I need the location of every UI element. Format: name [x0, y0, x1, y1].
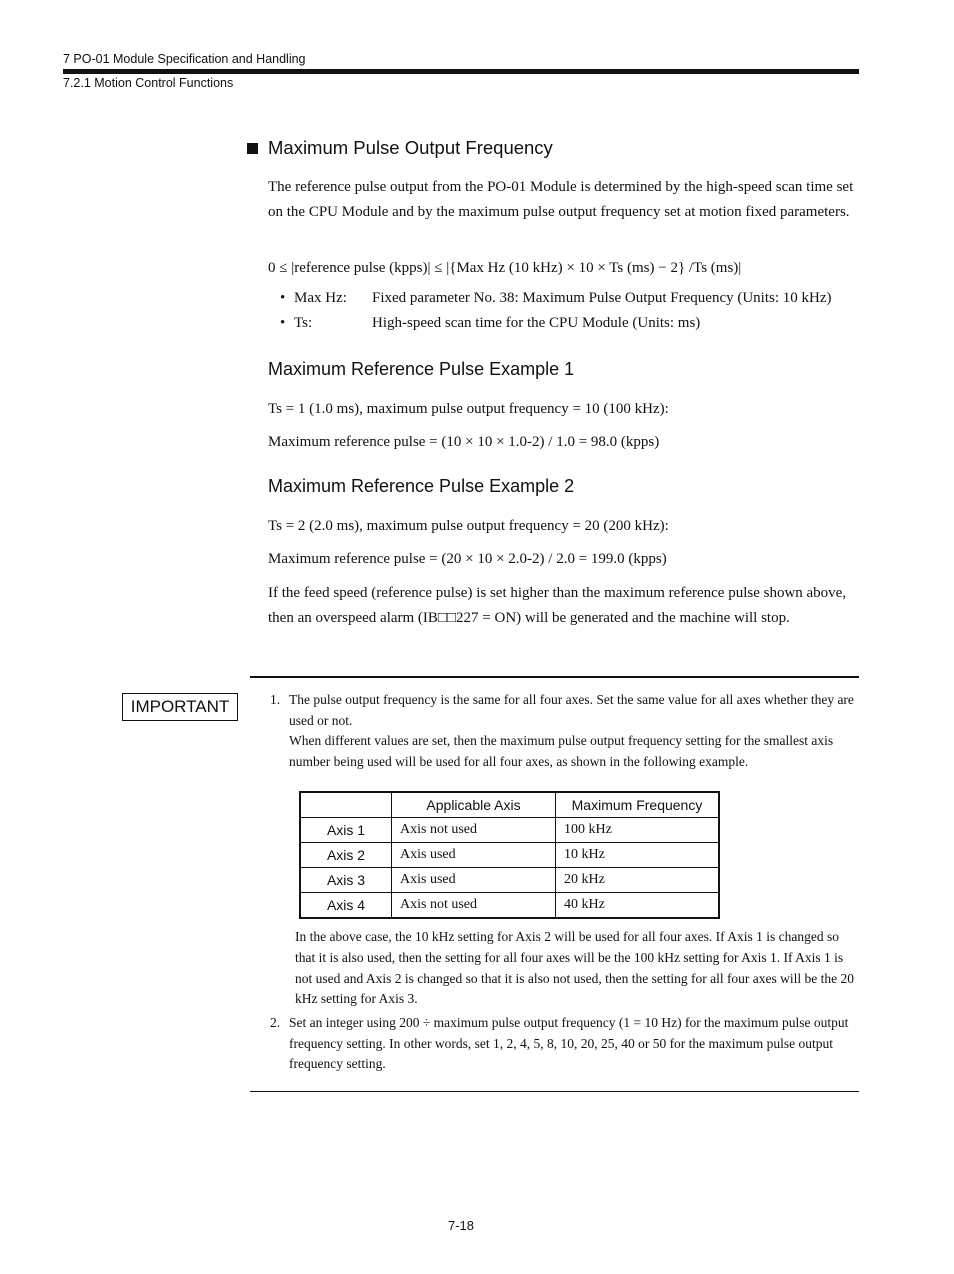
table-cell-axis: Axis 1 — [300, 818, 392, 843]
page-number: 7-18 — [448, 1218, 475, 1233]
overspeed-paragraph: If the feed speed (reference pulse) is set higher than the maximum reference pulse shown above, then an overspeed alarm (IB□□227 = ON) will be generated and the machine will stop. — [268, 585, 847, 626]
table-cell-usage: Axis not used — [392, 818, 556, 843]
square-bullet-icon — [247, 143, 258, 154]
section-title-text: Maximum Pulse Output Frequency — [268, 137, 553, 158]
definition-text: High-speed scan time for the CPU Module (Units: ms) — [372, 315, 701, 331]
bullet-icon: • — [280, 315, 286, 331]
note1-text: The pulse output frequency is the same for all four axes. Set the same value for all axes whether they are used or not. — [289, 692, 854, 728]
intro-paragraph: The reference pulse output from the PO-01 Module is determined by the high-speed scan time set on the CPU Module and by the maximum pulse output frequency set at motion fixed parameters. — [268, 179, 854, 220]
example2-result: Maximum reference pulse = (20 × 10 × 2.0-2) / 2.0 = 199.0 (kpps) — [268, 551, 667, 567]
table-row — [300, 818, 719, 843]
example1-condition: Ts = 1 (1.0 ms), maximum pulse output frequency = 10 (100 kHz): — [268, 401, 669, 417]
table-row — [300, 843, 719, 868]
definition-label: Ts: — [294, 315, 313, 331]
bullet-icon: • — [280, 290, 286, 306]
table-explanation: In the above case, the 10 kHz setting for Axis 2 will be used for all four axes. If Axis 1 is changed so that it is also used, then the setting for all four axes will be the 100 kHz setting for Axis 1. If Axis 1 is not used and Axis 2 is changed so that it is also not used, then the setting for all four axes will be the 20 kHz setting for Axis 3. — [295, 929, 855, 1007]
table-header-cell: Applicable Axis — [392, 792, 556, 818]
table-row — [300, 868, 719, 893]
header-rule — [63, 69, 859, 74]
note-number: 1. — [270, 692, 281, 707]
section-title — [247, 137, 553, 159]
important-note-2 — [270, 1013, 864, 1079]
axis-frequency-table — [299, 791, 720, 919]
chapter-header: 7 PO-01 Module Specification and Handling — [63, 52, 306, 66]
important-bottom-rule — [250, 1091, 859, 1092]
table-cell-axis: Axis 3 — [300, 868, 392, 893]
table-cell-usage: Axis used — [392, 843, 556, 868]
table-header-cell: Maximum Frequency — [556, 792, 720, 818]
note2-text: Set an integer using 200 ÷ maximum pulse output frequency (1 = 10 Hz) for the maximum pulse output frequency setting. In other words, set 1, 2, 4, 5, 8, 10, 20, 25, 40 or 50 for the maximum pulse output frequency setting. — [289, 1015, 849, 1071]
definition-text: Fixed parameter No. 38: Maximum Pulse Output Frequency (Units: 10 kHz) — [372, 290, 832, 306]
definition-max-hz — [280, 290, 860, 315]
important-top-rule — [250, 676, 859, 678]
table-header-cell — [300, 792, 392, 818]
note-number: 2. — [270, 1015, 281, 1030]
example1-result: Maximum reference pulse = (10 × 10 × 1.0-2) / 1.0 = 98.0 (kpps) — [268, 434, 660, 450]
section-header: 7.2.1 Motion Control Functions — [63, 76, 234, 90]
table-cell-usage: Axis used — [392, 868, 556, 893]
important-label: IMPORTANT — [122, 693, 238, 721]
table-cell-frequency: 40 kHz — [556, 893, 720, 919]
definition-ts — [280, 315, 860, 340]
important-note-1 — [270, 690, 864, 780]
table-row — [300, 893, 719, 919]
definition-label: Max Hz: — [294, 290, 347, 306]
table-header-row — [300, 792, 719, 818]
table-cell-axis: Axis 4 — [300, 893, 392, 919]
note1-text-continued: When different values are set, then the maximum pulse output frequency setting for the smallest axis number being used will be used for all four axes, as shown in the following example. — [289, 733, 834, 769]
example1-title: Maximum Reference Pulse Example 1 — [268, 359, 575, 379]
table-cell-frequency: 100 kHz — [556, 818, 720, 843]
table-cell-axis: Axis 2 — [300, 843, 392, 868]
table-cell-frequency: 20 kHz — [556, 868, 720, 893]
formula: 0 ≤ |reference pulse (kpps)| ≤ |{Max Hz (10 kHz) × 10 × Ts (ms) − 2} /Ts (ms)| — [268, 260, 742, 276]
example2-condition: Ts = 2 (2.0 ms), maximum pulse output frequency = 20 (200 kHz): — [268, 518, 669, 534]
table-cell-usage: Axis not used — [392, 893, 556, 919]
table-cell-frequency: 10 kHz — [556, 843, 720, 868]
example2-title: Maximum Reference Pulse Example 2 — [268, 476, 575, 496]
